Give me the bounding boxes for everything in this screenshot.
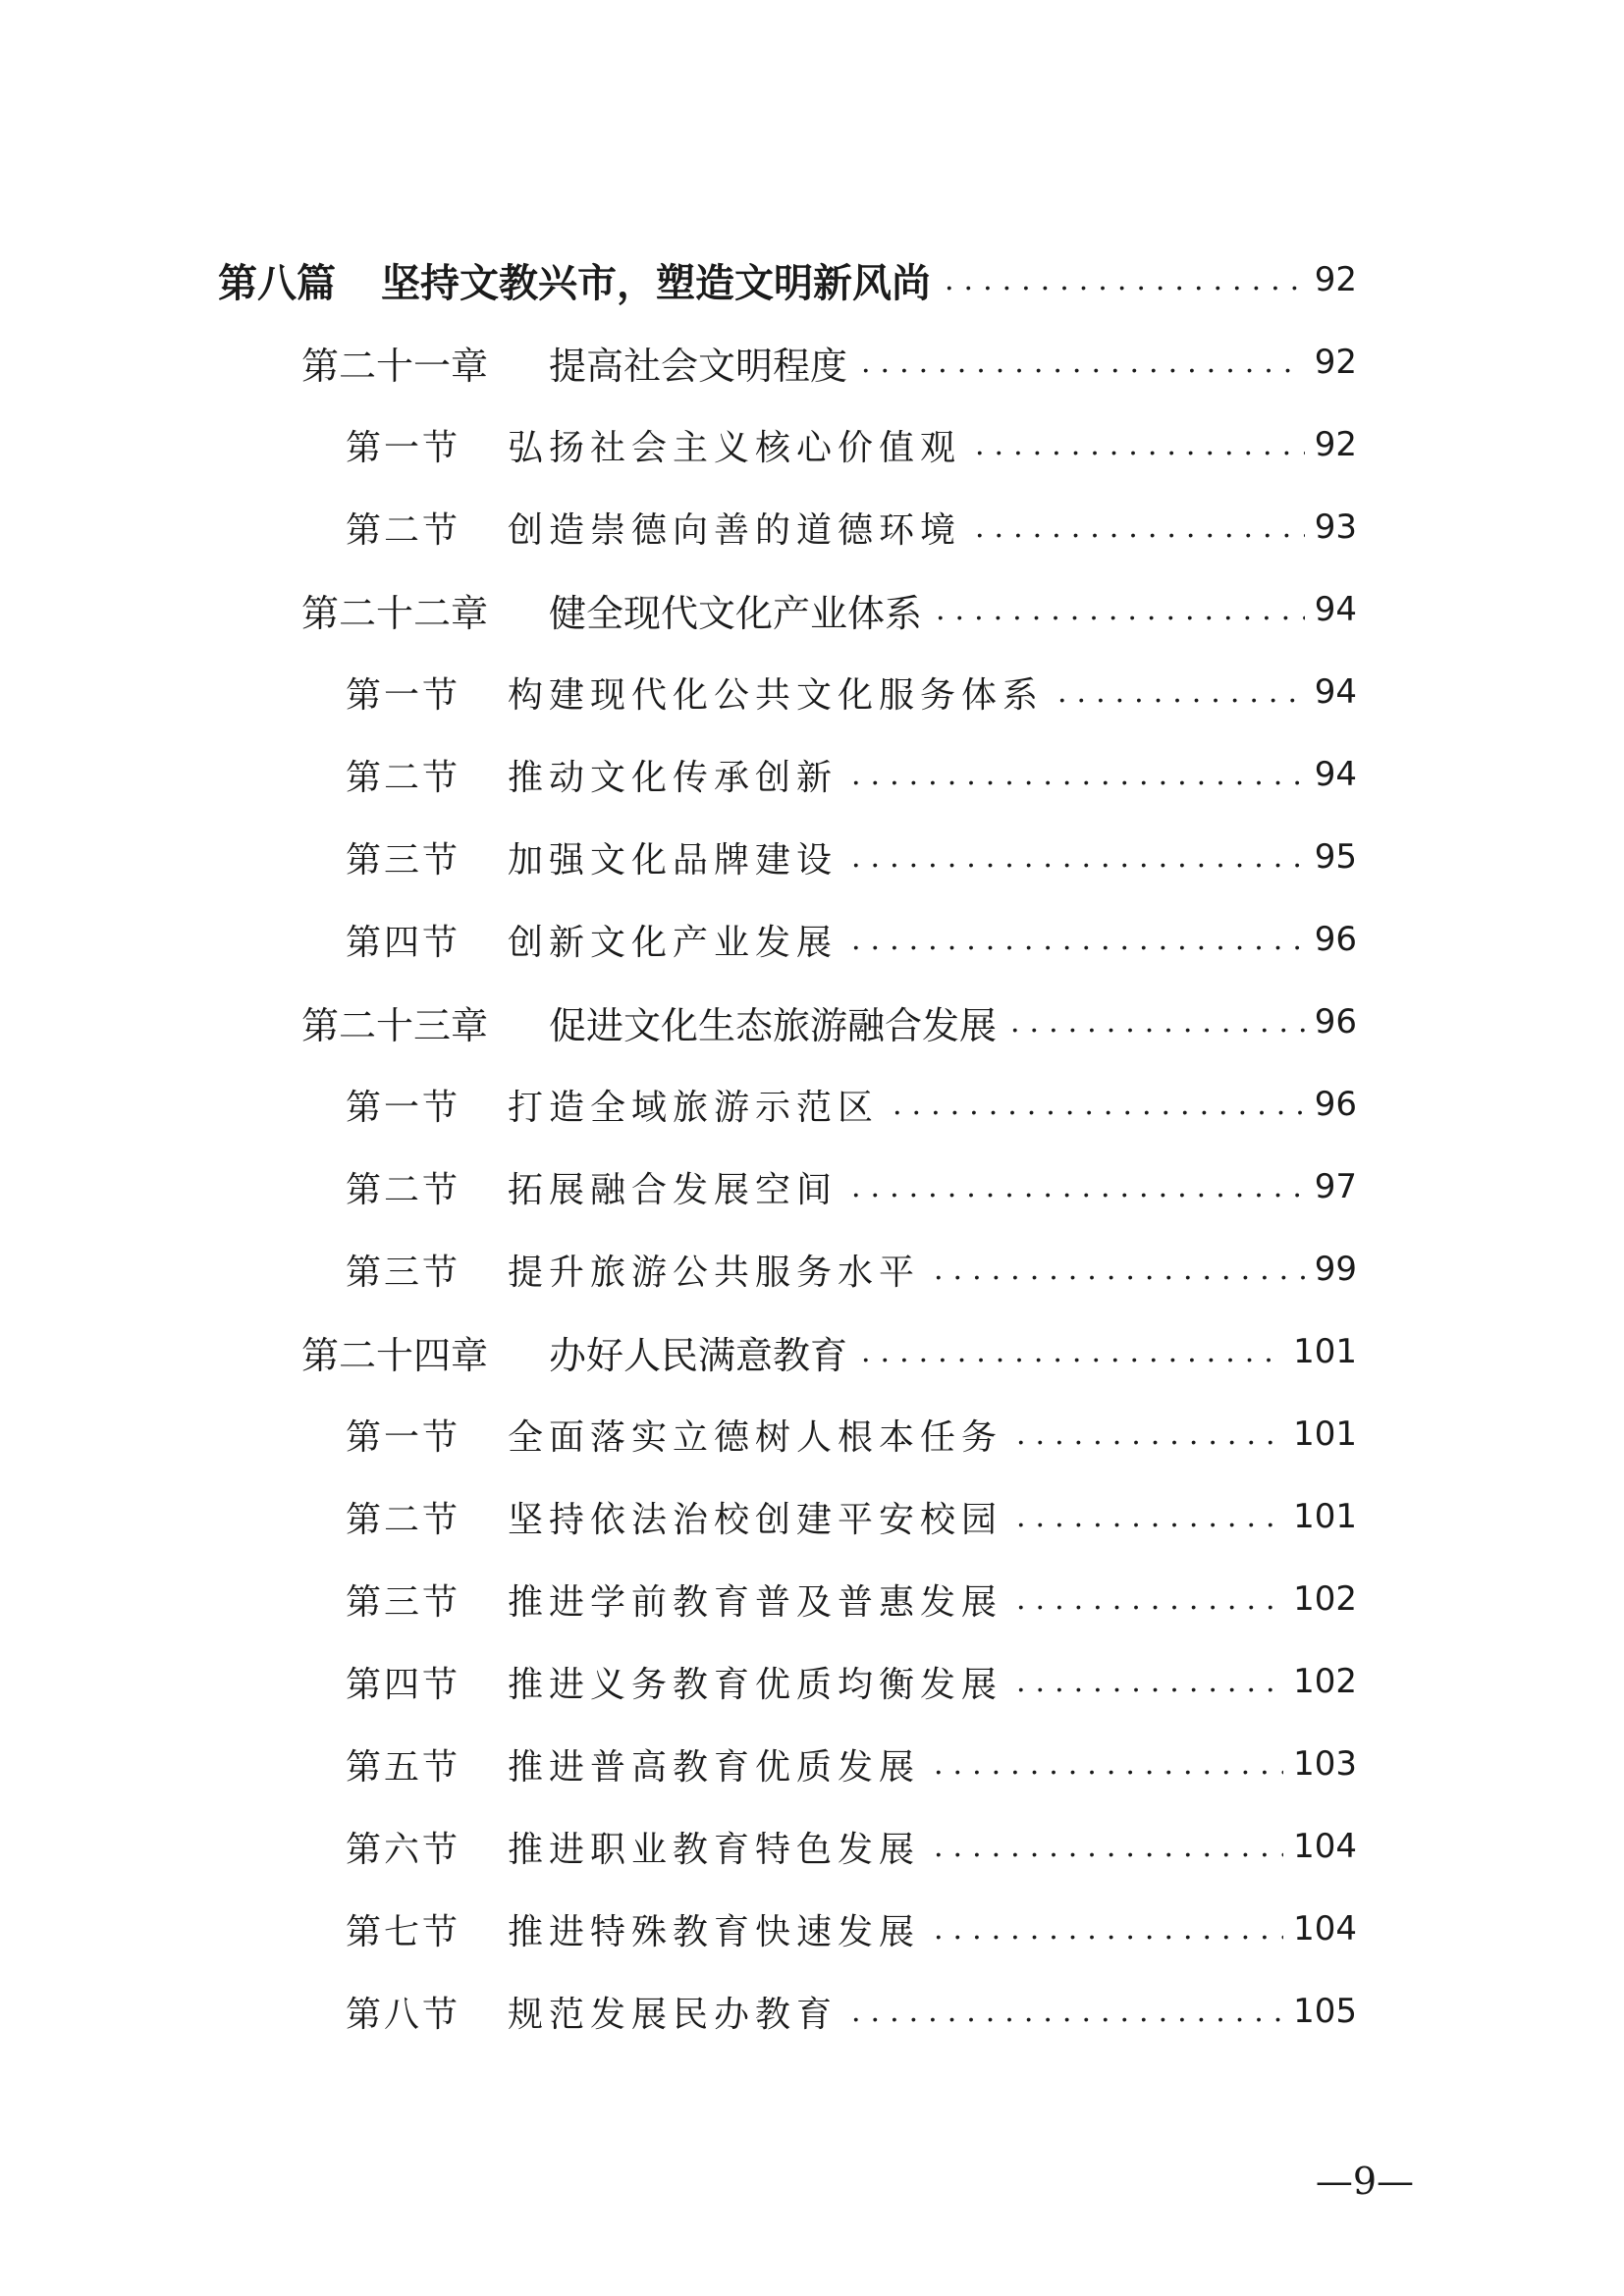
toc-entry-section[interactable] xyxy=(346,497,1357,558)
toc-entry-title: 健全现代文化产业体系 xyxy=(549,591,923,635)
toc-entry-title: 拓展融合发展空间 xyxy=(508,1169,839,1210)
toc-entry-title: 规范发展民办教育 xyxy=(508,1994,839,2035)
toc-dot-leader xyxy=(851,758,1305,792)
toc-entry-title: 坚持文教兴市，塑造文明新风尚 xyxy=(381,259,931,306)
toc-entry-label: 第一节 xyxy=(346,427,461,468)
toc-entry-title: 推进义务教育优质均衡发展 xyxy=(508,1664,1003,1705)
toc-entry-label: 第四节 xyxy=(346,1664,461,1705)
toc-entry-page: 92 xyxy=(1314,425,1357,464)
toc-entry-label: 第三节 xyxy=(346,839,461,881)
toc-entry-label: 第二十一章 xyxy=(301,344,489,388)
toc-entry-section[interactable] xyxy=(346,1486,1357,1547)
toc-entry-title: 推进职业教育特色发展 xyxy=(508,1829,921,1870)
toc-entry-title: 推进普高教育优质发展 xyxy=(508,1746,921,1788)
toc-entry-page: 101 xyxy=(1293,1415,1357,1454)
toc-entry-part-8[interactable] xyxy=(218,249,1357,310)
toc-entry-label: 第一节 xyxy=(346,1087,461,1128)
toc-dot-leader xyxy=(1016,1417,1283,1452)
toc-entry-section[interactable] xyxy=(346,1569,1357,1629)
page-number: —9— xyxy=(1315,2160,1414,2203)
toc-entry-page: 93 xyxy=(1314,507,1357,547)
toc-entry-title: 弘扬社会主义核心价值观 xyxy=(508,427,962,468)
toc-entry-section[interactable] xyxy=(346,1981,1357,2042)
toc-entry-title: 创造崇德向善的道德环境 xyxy=(508,509,962,551)
toc-entry-title: 推进特殊教育快速发展 xyxy=(508,1911,921,1952)
toc-entry-title: 创新文化产业发展 xyxy=(508,922,839,963)
toc-entry-title: 构建现代化公共文化服务体系 xyxy=(508,674,1045,716)
toc-dot-leader xyxy=(945,263,1305,297)
toc-entry-label: 第三节 xyxy=(346,1252,461,1293)
toc-entry-label: 第四节 xyxy=(346,922,461,963)
toc-entry-label: 第二十二章 xyxy=(301,591,489,635)
toc-entry-chapter-21[interactable] xyxy=(301,332,1357,393)
toc-dot-leader xyxy=(1010,1005,1305,1040)
toc-dot-leader xyxy=(1057,675,1305,710)
toc-entry-page: 96 xyxy=(1314,920,1357,959)
toc-entry-chapter-23[interactable] xyxy=(301,991,1357,1052)
toc-entry-title: 加强文化品牌建设 xyxy=(508,839,839,881)
toc-entry-page: 102 xyxy=(1293,1579,1357,1619)
toc-entry-section[interactable] xyxy=(346,827,1357,887)
toc-entry-section[interactable] xyxy=(346,1156,1357,1217)
toc-dot-leader xyxy=(934,1830,1283,1864)
toc-entry-label: 第二节 xyxy=(346,757,461,798)
toc-entry-section[interactable] xyxy=(346,1651,1357,1712)
toc-entry-page: 103 xyxy=(1293,1744,1357,1784)
toc-dot-leader xyxy=(861,346,1305,380)
toc-entry-label: 第二节 xyxy=(346,1499,461,1540)
toc-entry-title: 办好人民满意教育 xyxy=(549,1333,848,1377)
toc-entry-page: 104 xyxy=(1293,1827,1357,1866)
toc-entry-label: 第三节 xyxy=(346,1581,461,1623)
toc-entry-page: 97 xyxy=(1314,1167,1357,1206)
toc-entry-title: 推动文化传承创新 xyxy=(508,757,839,798)
toc-entry-label: 第二十三章 xyxy=(301,1003,489,1047)
toc-dot-leader xyxy=(1016,1582,1283,1617)
toc-entry-page: 96 xyxy=(1314,1002,1357,1041)
toc-dot-leader xyxy=(851,1170,1305,1204)
toc-dot-leader xyxy=(851,923,1305,957)
toc-dot-leader xyxy=(934,1912,1283,1947)
toc-entry-page: 104 xyxy=(1293,1909,1357,1949)
toc-entry-section[interactable] xyxy=(346,1074,1357,1135)
toc-dot-leader xyxy=(934,1253,1305,1287)
toc-entry-title: 全面落实立德树人根本任务 xyxy=(508,1416,1003,1458)
toc-dot-leader xyxy=(975,428,1305,462)
toc-entry-title: 提高社会文明程度 xyxy=(549,344,848,388)
toc-entry-label: 第五节 xyxy=(346,1746,461,1788)
toc-entry-section[interactable] xyxy=(346,1404,1357,1465)
toc-entry-page: 94 xyxy=(1314,755,1357,794)
toc-dot-leader xyxy=(936,593,1305,627)
toc-entry-page: 96 xyxy=(1314,1085,1357,1124)
toc-entry-page: 99 xyxy=(1314,1250,1357,1289)
toc-dot-leader xyxy=(851,1995,1283,2029)
toc-dot-leader xyxy=(934,1747,1283,1782)
toc-dot-leader xyxy=(893,1088,1305,1122)
toc-dot-leader xyxy=(1016,1500,1283,1534)
toc-entry-page: 102 xyxy=(1293,1662,1357,1701)
toc-entry-title: 推进学前教育普及普惠发展 xyxy=(508,1581,1003,1623)
toc-dot-leader xyxy=(975,510,1305,545)
toc-entry-page: 94 xyxy=(1314,672,1357,712)
toc-entry-chapter-24[interactable] xyxy=(301,1321,1357,1382)
toc-entry-section[interactable] xyxy=(346,1816,1357,1877)
toc-entry-title: 坚持依法治校创建平安校园 xyxy=(508,1499,1003,1540)
toc-entry-label: 第八篇 xyxy=(218,259,336,306)
toc-entry-title: 打造全域旅游示范区 xyxy=(508,1087,880,1128)
toc-dot-leader xyxy=(861,1335,1283,1369)
toc-entry-label: 第一节 xyxy=(346,674,461,716)
toc-entry-label: 第六节 xyxy=(346,1829,461,1870)
toc-entry-title: 促进文化生态旅游融合发展 xyxy=(549,1003,998,1047)
toc-entry-label: 第二节 xyxy=(346,1169,461,1210)
toc-entry-page: 92 xyxy=(1314,260,1357,299)
toc-entry-page: 101 xyxy=(1293,1332,1357,1371)
toc-entry-label: 第二节 xyxy=(346,509,461,551)
toc-entry-section[interactable] xyxy=(346,662,1357,722)
toc-entry-section[interactable] xyxy=(346,414,1357,475)
toc-entry-page: 94 xyxy=(1314,590,1357,629)
toc-entry-page: 92 xyxy=(1314,343,1357,382)
toc-entry-label: 第二十四章 xyxy=(301,1333,489,1377)
toc-entry-label: 第一节 xyxy=(346,1416,461,1458)
toc-entry-section[interactable] xyxy=(346,744,1357,805)
toc-dot-leader xyxy=(1016,1665,1283,1699)
toc-entry-label: 第八节 xyxy=(346,1994,461,2035)
toc-entry-page: 95 xyxy=(1314,837,1357,877)
toc-entry-title: 提升旅游公共服务水平 xyxy=(508,1252,921,1293)
toc-entry-label: 第七节 xyxy=(346,1911,461,1952)
toc-entry-section[interactable] xyxy=(346,1239,1357,1300)
toc-entry-chapter-22[interactable] xyxy=(301,579,1357,640)
toc-entry-page: 105 xyxy=(1293,1992,1357,2031)
toc-dot-leader xyxy=(851,840,1305,875)
toc-entry-page: 101 xyxy=(1293,1497,1357,1536)
toc-entry-section[interactable] xyxy=(346,1734,1357,1794)
toc-entry-section[interactable] xyxy=(346,909,1357,970)
toc-entry-section[interactable] xyxy=(346,1898,1357,1959)
